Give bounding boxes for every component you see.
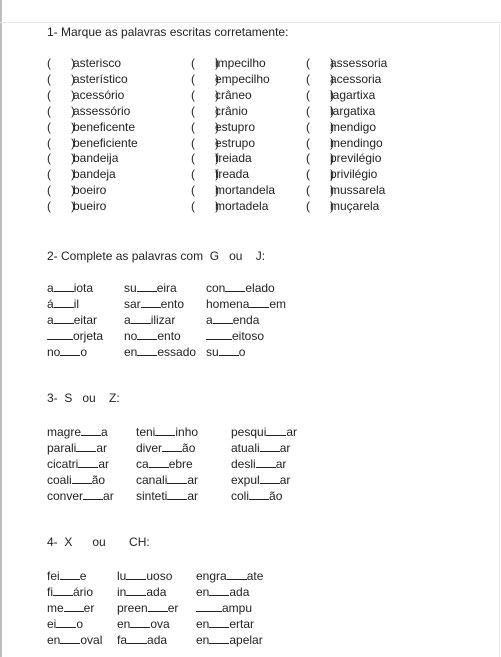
blank-word bbox=[47, 296, 79, 312]
option-word: asterístico bbox=[73, 72, 128, 86]
word-suffix: ento bbox=[157, 329, 181, 343]
option-word: assessoria bbox=[330, 56, 388, 70]
word-suffix: eitoso bbox=[232, 329, 265, 343]
option-checkbox[interactable]: ( ) bbox=[191, 104, 219, 118]
blank-word bbox=[47, 472, 105, 488]
word-suffix: ate bbox=[246, 569, 264, 583]
blank-line[interactable] bbox=[76, 440, 96, 452]
option-word: lagartixa bbox=[330, 88, 376, 102]
blank-line[interactable] bbox=[54, 296, 74, 308]
word-prefix: teni bbox=[136, 425, 156, 439]
blank-word bbox=[47, 632, 102, 648]
blank-word bbox=[231, 440, 290, 456]
option-checkbox[interactable]: ( ) bbox=[306, 88, 334, 102]
option-word: privilégio bbox=[330, 167, 378, 181]
blank-line[interactable] bbox=[56, 616, 76, 628]
option-word: mendigo bbox=[330, 120, 377, 134]
option-checkbox[interactable]: ( ) bbox=[47, 56, 75, 70]
word-prefix: magre bbox=[47, 425, 82, 439]
blank-line[interactable] bbox=[54, 312, 74, 324]
blank-line[interactable] bbox=[155, 424, 175, 436]
option-checkbox[interactable]: ( ) bbox=[191, 72, 219, 86]
option-checkbox[interactable]: ( ) bbox=[47, 183, 75, 197]
blank-line[interactable] bbox=[137, 280, 157, 292]
q1-title: 1- Marque as palavras escritas corretamente: bbox=[47, 25, 289, 39]
blank-line[interactable] bbox=[141, 296, 161, 308]
option-checkbox[interactable]: ( ) bbox=[191, 167, 219, 181]
blank-line[interactable] bbox=[209, 616, 229, 628]
word-prefix: fei bbox=[47, 569, 60, 583]
blank-line[interactable] bbox=[131, 312, 151, 324]
word-suffix: ada bbox=[229, 585, 250, 599]
word-suffix: enda bbox=[232, 313, 260, 327]
word-prefix: fi bbox=[47, 585, 53, 599]
word-prefix: me bbox=[47, 601, 64, 615]
blank-line[interactable] bbox=[60, 344, 80, 356]
blank-line[interactable] bbox=[137, 328, 157, 340]
word-suffix: em bbox=[269, 297, 287, 311]
word-prefix: lu bbox=[117, 569, 127, 583]
blank-word bbox=[117, 632, 167, 648]
blank-line[interactable] bbox=[78, 456, 98, 468]
word-suffix: ar bbox=[279, 473, 291, 487]
word-prefix: ca bbox=[136, 457, 149, 471]
option-checkbox[interactable]: ( ) bbox=[191, 136, 219, 150]
blank-word bbox=[196, 568, 263, 584]
word-suffix: ão bbox=[91, 473, 106, 487]
option-word: largatixa bbox=[330, 104, 376, 118]
word-prefix: diver bbox=[136, 441, 163, 455]
option-checkbox[interactable]: ( ) bbox=[47, 72, 75, 86]
blank-word bbox=[47, 344, 87, 360]
word-suffix: ar bbox=[98, 457, 110, 471]
blank-line[interactable] bbox=[53, 584, 73, 596]
blank-word bbox=[117, 616, 170, 632]
word-prefix: sar bbox=[124, 297, 141, 311]
option-word: muçarela bbox=[330, 199, 380, 213]
word-suffix: apelar bbox=[229, 633, 263, 647]
option-checkbox[interactable]: ( ) bbox=[47, 199, 75, 213]
word-suffix: ar bbox=[286, 425, 298, 439]
option-word: acessório bbox=[73, 88, 125, 102]
word-prefix: en bbox=[117, 617, 131, 631]
blank-word bbox=[136, 472, 198, 488]
word-suffix: elado bbox=[245, 281, 275, 295]
word-suffix: inho bbox=[175, 425, 199, 439]
word-suffix: essado bbox=[157, 345, 197, 359]
blank-line[interactable] bbox=[148, 600, 168, 612]
option-word: empecilho bbox=[215, 72, 270, 86]
option-checkbox[interactable]: ( ) bbox=[191, 199, 219, 213]
option-checkbox[interactable]: ( ) bbox=[306, 104, 334, 118]
word-prefix: parali bbox=[47, 441, 77, 455]
blank-line[interactable] bbox=[72, 472, 92, 484]
option-checkbox[interactable]: ( ) bbox=[47, 167, 75, 181]
blank-line[interactable] bbox=[60, 632, 80, 644]
word-suffix: o bbox=[238, 345, 246, 359]
word-suffix: ão bbox=[182, 441, 196, 455]
option-word: mussarela bbox=[330, 183, 386, 197]
option-checkbox[interactable]: ( ) bbox=[191, 56, 219, 70]
word-prefix: atuali bbox=[231, 441, 260, 455]
blank-word bbox=[231, 488, 282, 504]
blank-word bbox=[124, 296, 184, 312]
word-prefix: en bbox=[196, 617, 210, 631]
word-prefix: en bbox=[196, 633, 210, 647]
blank-line[interactable] bbox=[227, 568, 247, 580]
word-suffix: ar bbox=[103, 489, 114, 503]
option-checkbox[interactable]: ( ) bbox=[306, 136, 334, 150]
option-checkbox[interactable]: ( ) bbox=[47, 120, 75, 134]
word-prefix: desli bbox=[231, 457, 256, 471]
blank-word bbox=[47, 600, 94, 616]
option-checkbox[interactable]: ( ) bbox=[306, 167, 334, 181]
blank-word bbox=[136, 440, 195, 456]
blank-word bbox=[117, 584, 166, 600]
option-word: beneficiente bbox=[73, 136, 138, 150]
blank-word bbox=[47, 616, 83, 632]
option-word: beneficente bbox=[73, 120, 136, 134]
option-checkbox[interactable]: ( ) bbox=[47, 88, 75, 102]
blank-line[interactable] bbox=[256, 456, 276, 468]
blank-line[interactable] bbox=[260, 472, 280, 484]
word-prefix: coli bbox=[231, 489, 250, 503]
blank-word bbox=[124, 344, 196, 360]
option-checkbox[interactable]: ( ) bbox=[306, 151, 334, 165]
blank-word bbox=[231, 424, 297, 440]
option-checkbox[interactable]: ( ) bbox=[306, 72, 334, 86]
blank-word bbox=[117, 600, 178, 616]
word-suffix: ova bbox=[150, 617, 170, 631]
word-prefix: ei bbox=[47, 617, 57, 631]
word-prefix: pesqui bbox=[231, 425, 267, 439]
word-suffix: ebre bbox=[168, 457, 193, 471]
word-suffix: ar bbox=[275, 457, 287, 471]
blank-word bbox=[206, 296, 286, 312]
word-suffix: er bbox=[167, 601, 179, 615]
blank-line[interactable] bbox=[219, 344, 239, 356]
word-suffix: ar bbox=[187, 473, 199, 487]
word-suffix: ar bbox=[96, 441, 108, 455]
word-prefix: su bbox=[206, 345, 219, 359]
blank-line[interactable] bbox=[81, 424, 101, 436]
word-prefix: engra bbox=[196, 569, 227, 583]
word-prefix: á bbox=[47, 297, 54, 311]
option-word: boeiro bbox=[73, 183, 107, 197]
option-word: assessório bbox=[73, 104, 131, 118]
option-checkbox[interactable]: ( ) bbox=[47, 151, 75, 165]
option-word: asterisco bbox=[73, 56, 122, 70]
blank-word bbox=[196, 600, 252, 616]
blank-word bbox=[124, 312, 175, 328]
blank-word bbox=[231, 472, 290, 488]
word-suffix: er bbox=[83, 601, 95, 615]
option-checkbox[interactable]: ( ) bbox=[47, 136, 75, 150]
blank-word bbox=[47, 328, 103, 344]
word-prefix: en bbox=[196, 585, 210, 599]
blank-line[interactable] bbox=[196, 600, 222, 612]
option-checkbox[interactable]: ( ) bbox=[47, 104, 75, 118]
blank-line[interactable] bbox=[64, 600, 84, 612]
option-word: bandeija bbox=[73, 151, 119, 165]
word-prefix: sinteti bbox=[136, 489, 168, 503]
word-suffix: eira bbox=[156, 281, 177, 295]
frame-left-edge bbox=[0, 0, 2, 657]
blank-line[interactable] bbox=[260, 440, 280, 452]
blank-word bbox=[47, 424, 108, 440]
blank-line[interactable] bbox=[126, 584, 146, 596]
option-word: mendingo bbox=[330, 136, 383, 150]
blank-word bbox=[206, 328, 264, 344]
word-prefix: su bbox=[124, 281, 137, 295]
word-prefix: homena bbox=[206, 297, 250, 311]
blank-word bbox=[47, 568, 86, 584]
blank-line[interactable] bbox=[266, 424, 286, 436]
option-word: crâneo bbox=[215, 88, 252, 102]
q2-title: 2- Complete as palavras com G ou J: bbox=[47, 249, 266, 263]
blank-line[interactable] bbox=[213, 312, 233, 324]
word-suffix: uoso bbox=[146, 569, 173, 583]
word-suffix: oval bbox=[80, 633, 103, 647]
option-word: estupro bbox=[215, 120, 256, 134]
blank-line[interactable] bbox=[209, 632, 229, 644]
blank-word bbox=[206, 344, 245, 360]
word-prefix: conver bbox=[47, 489, 84, 503]
blank-line[interactable] bbox=[54, 280, 74, 292]
word-suffix: ário bbox=[73, 585, 94, 599]
word-prefix: en bbox=[47, 633, 61, 647]
blank-word bbox=[47, 456, 109, 472]
word-suffix: ertar bbox=[229, 617, 255, 631]
blank-word bbox=[206, 280, 275, 296]
blank-word bbox=[196, 632, 263, 648]
blank-word bbox=[117, 568, 172, 584]
word-prefix: no bbox=[124, 329, 138, 343]
blank-word bbox=[47, 312, 97, 328]
word-suffix: il bbox=[73, 297, 80, 311]
option-checkbox[interactable]: ( ) bbox=[306, 183, 334, 197]
blank-line[interactable] bbox=[47, 328, 73, 340]
option-word: impecilho bbox=[215, 56, 266, 70]
blank-word bbox=[231, 456, 286, 472]
word-suffix: orjeta bbox=[73, 329, 104, 343]
option-word: acessoria bbox=[330, 72, 382, 86]
word-prefix: con bbox=[206, 281, 226, 295]
blank-line[interactable] bbox=[206, 328, 232, 340]
word-suffix: ampu bbox=[222, 601, 253, 615]
word-prefix: a bbox=[124, 313, 131, 327]
word-suffix: o bbox=[80, 345, 88, 359]
option-word: mortandela bbox=[215, 183, 276, 197]
word-prefix: fa bbox=[117, 633, 128, 647]
blank-word bbox=[124, 328, 181, 344]
blank-line[interactable] bbox=[83, 488, 103, 500]
word-suffix: o bbox=[76, 617, 84, 631]
blank-line[interactable] bbox=[130, 616, 150, 628]
word-suffix: ão bbox=[269, 489, 283, 503]
word-prefix: no bbox=[47, 345, 61, 359]
blank-word bbox=[206, 312, 259, 328]
q4-title: 4- X ou CH: bbox=[47, 535, 150, 549]
blank-line[interactable] bbox=[60, 568, 80, 580]
word-suffix: ar bbox=[279, 441, 291, 455]
word-suffix: ar bbox=[187, 489, 199, 503]
option-checkbox[interactable]: ( ) bbox=[191, 88, 219, 102]
word-suffix: e bbox=[79, 569, 87, 583]
word-prefix: in bbox=[117, 585, 127, 599]
option-checkbox[interactable]: ( ) bbox=[306, 56, 334, 70]
blank-line[interactable] bbox=[137, 344, 157, 356]
option-word: bueiro bbox=[73, 199, 107, 213]
blank-line[interactable] bbox=[126, 568, 146, 580]
word-prefix: a bbox=[47, 313, 54, 327]
word-prefix: cicatri bbox=[47, 457, 79, 471]
word-suffix: eitar bbox=[73, 313, 98, 327]
blank-line[interactable] bbox=[249, 488, 269, 500]
word-prefix: coali bbox=[47, 473, 72, 487]
blank-line[interactable] bbox=[127, 632, 147, 644]
word-prefix: en bbox=[124, 345, 138, 359]
blank-line[interactable] bbox=[167, 488, 187, 500]
blank-line[interactable] bbox=[149, 456, 169, 468]
blank-word bbox=[124, 280, 177, 296]
blank-line[interactable] bbox=[162, 440, 182, 452]
blank-word bbox=[196, 616, 254, 632]
word-suffix: iota bbox=[73, 281, 94, 295]
blank-word bbox=[136, 456, 193, 472]
option-checkbox[interactable]: ( ) bbox=[306, 120, 334, 134]
word-prefix: a bbox=[47, 281, 54, 295]
blank-word bbox=[136, 488, 198, 504]
blank-word bbox=[47, 440, 107, 456]
blank-line[interactable] bbox=[209, 584, 229, 596]
blank-word bbox=[47, 584, 93, 600]
word-prefix: preen bbox=[117, 601, 148, 615]
q3-title: 3- S ou Z: bbox=[47, 391, 120, 405]
blank-word bbox=[136, 424, 198, 440]
blank-word bbox=[47, 280, 93, 296]
word-suffix: ada bbox=[147, 633, 168, 647]
word-prefix: expul bbox=[231, 473, 260, 487]
option-word: freada bbox=[215, 167, 250, 181]
frame-right-edge bbox=[499, 22, 500, 657]
option-checkbox[interactable]: ( ) bbox=[191, 120, 219, 134]
blank-word bbox=[47, 488, 114, 504]
word-suffix: ada bbox=[146, 585, 167, 599]
word-prefix: canali bbox=[136, 473, 168, 487]
blank-line[interactable] bbox=[249, 296, 269, 308]
word-prefix: a bbox=[206, 313, 213, 327]
option-checkbox[interactable]: ( ) bbox=[191, 183, 219, 197]
option-checkbox[interactable]: ( ) bbox=[306, 199, 334, 213]
option-word: previlégio bbox=[330, 151, 382, 165]
blank-word bbox=[196, 584, 249, 600]
option-word: crânio bbox=[215, 104, 248, 118]
word-suffix: ento bbox=[160, 297, 185, 311]
blank-line[interactable] bbox=[167, 472, 187, 484]
option-word: estrupo bbox=[215, 136, 256, 150]
option-checkbox[interactable]: ( ) bbox=[191, 151, 219, 165]
word-suffix: ilizar bbox=[150, 313, 176, 327]
word-suffix: a bbox=[101, 425, 108, 439]
frame-top-edge bbox=[0, 22, 501, 23]
option-word: freiada bbox=[215, 151, 252, 165]
blank-line[interactable] bbox=[225, 280, 245, 292]
option-word: bandeja bbox=[73, 167, 116, 181]
option-word: mortadela bbox=[215, 199, 269, 213]
